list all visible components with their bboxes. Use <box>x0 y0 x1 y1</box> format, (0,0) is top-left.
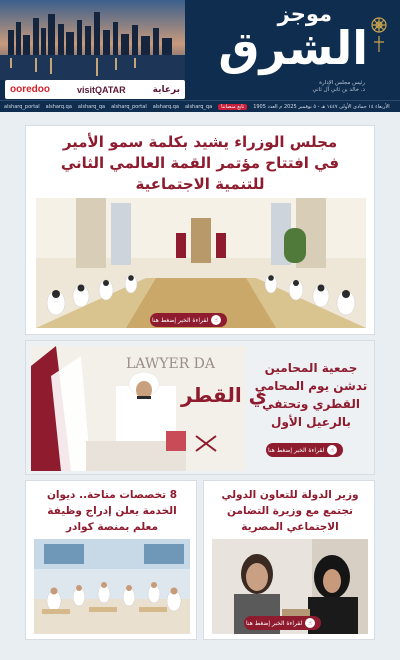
article-card-4[interactable] <box>203 480 375 640</box>
ooredoo-logo: ooredoo <box>10 84 50 95</box>
alsharq-logo <box>187 2 392 82</box>
social-handle[interactable]: alsharq.qa <box>45 103 72 110</box>
pointing-hand-icon: ☝ <box>211 315 221 325</box>
pointing-hand-icon: ☝ <box>327 445 337 455</box>
editors-block <box>215 80 365 94</box>
logo-main-text: الشرق <box>218 21 368 75</box>
article-1-photo[interactable] <box>36 198 366 328</box>
sponsor-strip <box>5 80 185 99</box>
article-4-headline: وزير الدولة للتعاون الدولي تجتمع مع وزيرة التضامن الاجتماعي المصرية <box>221 489 359 533</box>
article-1-headline: مجلس الوزراء يشيد بكلمة سمو الأمير في افتتاح مؤتمر القمة العالمي الثاني للتنمية الاجتماعية <box>60 133 340 193</box>
date-line: الأربعاء ١٤ جمادى الأولى ١٤٤٧ هـ - ٥ نوفمبر 2025 م العدد 1905 <box>253 103 390 110</box>
editor-line: د. خالد بن ثاني آل ثاني <box>312 87 365 93</box>
pointing-hand-icon: ☝ <box>305 618 315 628</box>
logo-ornament-icon <box>368 14 390 54</box>
masthead <box>0 0 400 110</box>
social-handle[interactable]: alsharq_portal <box>4 103 40 110</box>
editor-line: رئيس مجلس الإدارة <box>319 80 365 86</box>
follow-label: تابع منصاتنا <box>218 104 247 110</box>
banner-arabic-text: ي القطر <box>181 383 267 407</box>
article-card-2[interactable] <box>25 340 375 475</box>
social-handle[interactable]: alsharq_portal <box>111 103 147 110</box>
article-card-1[interactable] <box>25 125 375 335</box>
visit-qatar-logo: visitQATAR <box>76 84 126 95</box>
article-2-photo[interactable] <box>31 346 267 471</box>
article-2-headline: جمعية المحامين تدشن يوم المحامي القطري وتحتفي بالرعيل الأول <box>254 361 368 429</box>
social-handle[interactable]: alsharq_qa <box>184 103 213 110</box>
article-3-photo[interactable] <box>34 539 190 634</box>
article-1-read-button[interactable]: ☝ لقراءة الخبر إضغط هنا <box>150 313 227 327</box>
article-2-read-button[interactable]: ☝ لقراءة الخبر إضغط هنا <box>266 443 343 457</box>
sponsor-label: برعاية <box>152 84 180 95</box>
logo-small-text: موجز <box>277 2 332 26</box>
article-3-headline: 8 تخصصات متاحة.. ديوان الخدمة يعلن إدراج وظيفة معلم بمنصة كوادر <box>46 489 178 533</box>
social-handle[interactable]: alsharq_qa <box>77 103 106 110</box>
social-handle[interactable]: alsharq.qa <box>152 103 179 110</box>
article-card-3[interactable] <box>25 480 197 640</box>
info-bar <box>0 100 400 112</box>
article-4-read-button[interactable]: ☝ لقراءة الخبر إضغط هنا <box>244 616 321 630</box>
lawyer-day-banner-text: LAWYER DA <box>126 356 216 372</box>
doha-skyline-image <box>0 0 185 80</box>
